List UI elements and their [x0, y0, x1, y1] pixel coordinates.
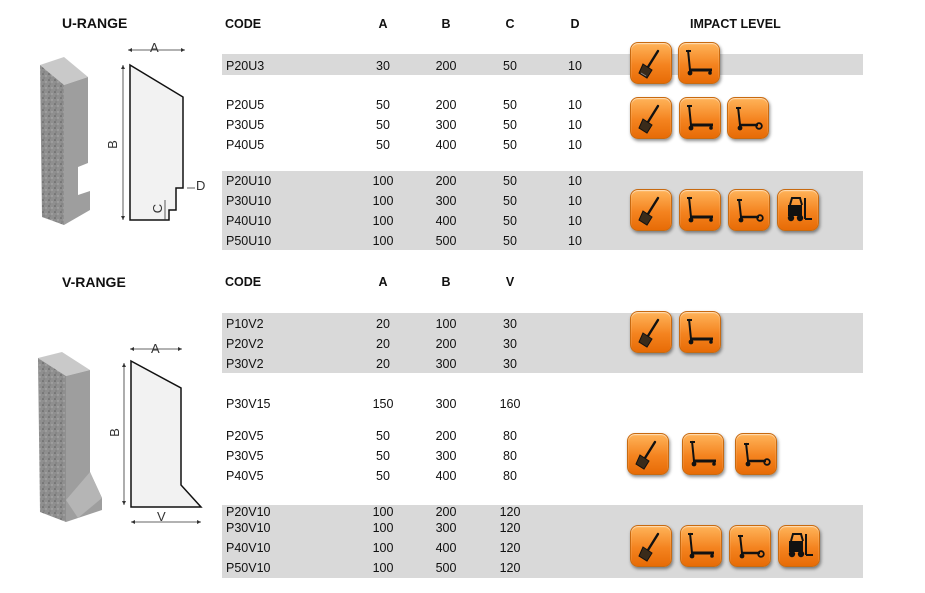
code-cell: P30V5 — [226, 449, 264, 463]
u-dimension-label-c: C — [150, 203, 166, 214]
v-profile-drawing — [105, 335, 220, 535]
b-cell: 400 — [435, 469, 457, 483]
c-cell: 50 — [503, 118, 517, 132]
d-cell: 10 — [568, 174, 582, 188]
code-cell: P20V10 — [226, 505, 271, 519]
a-cell: 50 — [376, 469, 390, 483]
u-profile-drawing — [105, 40, 220, 225]
broom-icon — [630, 97, 672, 139]
u-header-d: D — [570, 17, 580, 31]
scooter-icon — [729, 525, 771, 567]
d-cell: 10 — [568, 59, 582, 73]
u-dimension-label-a: A — [150, 40, 159, 55]
v-header-code: CODE — [225, 275, 262, 289]
a-cell: 100 — [372, 194, 394, 208]
broom-icon — [630, 525, 672, 567]
a-cell: 100 — [372, 214, 394, 228]
a-cell: 30 — [376, 59, 390, 73]
code-cell: P40U5 — [226, 138, 265, 152]
b-cell: 300 — [435, 521, 457, 535]
a-cell: 100 — [372, 174, 394, 188]
v-cell: 120 — [499, 561, 521, 575]
b-cell: 300 — [435, 397, 457, 411]
v-cell: 120 — [499, 521, 521, 535]
b-cell: 100 — [435, 317, 457, 331]
u-header-b: B — [441, 17, 451, 31]
d-cell: 10 — [568, 214, 582, 228]
v-header-v: V — [505, 275, 515, 289]
v-cell: 80 — [503, 469, 517, 483]
v-dimension-label-a: A — [151, 341, 160, 356]
code-cell: P30U10 — [226, 194, 272, 208]
v-header-b: B — [441, 275, 451, 289]
c-cell: 50 — [503, 194, 517, 208]
a-cell: 50 — [376, 98, 390, 112]
v-band-1 — [222, 313, 863, 373]
code-cell: P20U5 — [226, 98, 265, 112]
c-cell: 50 — [503, 138, 517, 152]
c-cell: 50 — [503, 234, 517, 248]
u-dimension-label-b: B — [104, 140, 120, 149]
u-dimension-label-d: D — [196, 178, 206, 193]
v-cell: 30 — [503, 337, 517, 351]
b-cell: 200 — [435, 337, 457, 351]
u-block-3d-image — [30, 55, 100, 235]
v-header-a: A — [378, 275, 388, 289]
a-cell: 100 — [372, 541, 394, 555]
code-cell: P20V5 — [226, 429, 264, 443]
v-range-title: V-RANGE — [62, 274, 126, 290]
b-cell: 400 — [435, 214, 457, 228]
u-range-title: U-RANGE — [62, 15, 128, 31]
pallet-jack-icon — [678, 42, 720, 84]
v-dimension-label-v: V — [157, 509, 166, 524]
b-cell: 300 — [435, 449, 457, 463]
code-cell: P30V15 — [226, 397, 271, 411]
code-cell: P20V2 — [226, 337, 264, 351]
pallet-jack-icon — [679, 311, 721, 353]
code-cell: P50U10 — [226, 234, 272, 248]
v-cell: 120 — [499, 541, 521, 555]
a-cell: 150 — [372, 397, 394, 411]
code-cell: P40U10 — [226, 214, 272, 228]
d-cell: 10 — [568, 118, 582, 132]
c-cell: 50 — [503, 214, 517, 228]
a-cell: 20 — [376, 317, 390, 331]
c-cell: 50 — [503, 59, 517, 73]
d-cell: 10 — [568, 194, 582, 208]
v-cell: 80 — [503, 429, 517, 443]
v-dimension-label-b: B — [106, 428, 122, 437]
a-cell: 100 — [372, 505, 394, 519]
scooter-icon — [727, 97, 769, 139]
code-cell: P10V2 — [226, 317, 264, 331]
b-cell: 300 — [435, 194, 457, 208]
v-cell: 30 — [503, 317, 517, 331]
v-block-3d-image — [30, 350, 110, 530]
b-cell: 400 — [435, 541, 457, 555]
pallet-jack-icon — [679, 97, 721, 139]
d-cell: 10 — [568, 98, 582, 112]
b-cell: 200 — [435, 429, 457, 443]
b-cell: 200 — [435, 505, 457, 519]
b-cell: 500 — [435, 561, 457, 575]
v-cell: 120 — [499, 505, 521, 519]
broom-icon — [630, 189, 672, 231]
broom-icon — [627, 433, 669, 475]
scooter-icon — [735, 433, 777, 475]
pallet-jack-icon — [680, 525, 722, 567]
code-cell: P20U3 — [226, 59, 265, 73]
b-cell: 500 — [435, 234, 457, 248]
d-cell: 10 — [568, 234, 582, 248]
code-cell: P50V10 — [226, 561, 271, 575]
a-cell: 100 — [372, 234, 394, 248]
a-cell: 20 — [376, 337, 390, 351]
a-cell: 50 — [376, 429, 390, 443]
code-cell: P30U5 — [226, 118, 265, 132]
code-cell: P20U10 — [226, 174, 272, 188]
code-cell: P40V5 — [226, 469, 264, 483]
b-cell: 400 — [435, 138, 457, 152]
pallet-jack-icon — [682, 433, 724, 475]
a-cell: 50 — [376, 449, 390, 463]
a-cell: 50 — [376, 118, 390, 132]
u-header-code: CODE — [225, 17, 262, 31]
v-cell: 160 — [499, 397, 521, 411]
pallet-jack-icon — [679, 189, 721, 231]
a-cell: 50 — [376, 138, 390, 152]
b-cell: 300 — [435, 118, 457, 132]
code-cell: P30V10 — [226, 521, 271, 535]
d-cell: 10 — [568, 138, 582, 152]
v-cell: 30 — [503, 357, 517, 371]
forklift-icon — [778, 525, 820, 567]
c-cell: 50 — [503, 174, 517, 188]
broom-icon — [630, 42, 672, 84]
v-cell: 80 — [503, 449, 517, 463]
u-header-c: C — [505, 17, 515, 31]
c-cell: 50 — [503, 98, 517, 112]
u-header-a: A — [378, 17, 388, 31]
b-cell: 200 — [435, 59, 457, 73]
a-cell: 100 — [372, 561, 394, 575]
b-cell: 300 — [435, 357, 457, 371]
scooter-icon — [728, 189, 770, 231]
u-header-impact-level: IMPACT LEVEL — [690, 17, 781, 31]
a-cell: 100 — [372, 521, 394, 535]
a-cell: 20 — [376, 357, 390, 371]
code-cell: P40V10 — [226, 541, 271, 555]
b-cell: 200 — [435, 174, 457, 188]
code-cell: P30V2 — [226, 357, 264, 371]
forklift-icon — [777, 189, 819, 231]
b-cell: 200 — [435, 98, 457, 112]
u-band-1 — [222, 54, 863, 75]
broom-icon — [630, 311, 672, 353]
